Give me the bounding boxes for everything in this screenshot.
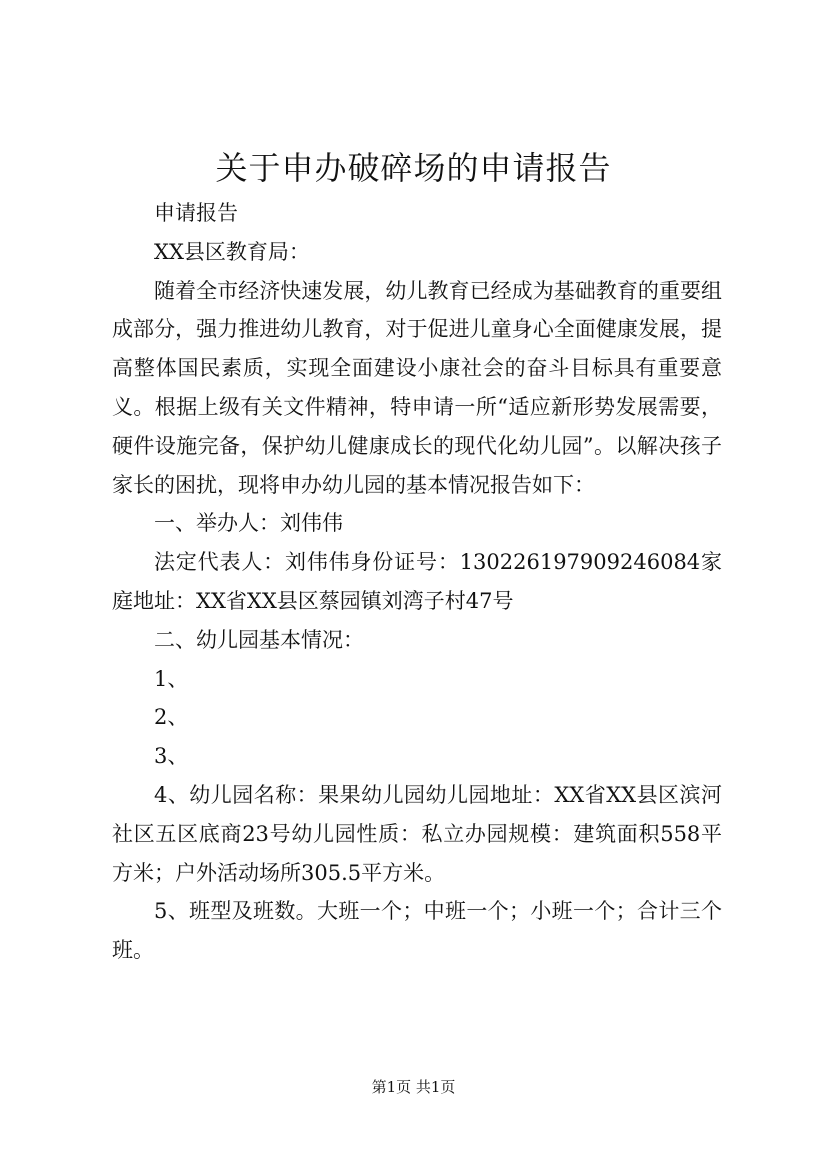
paragraph-item-1: 1、 — [154, 666, 189, 691]
paragraph-basic-info: 二、幼儿园基本情况： — [154, 627, 364, 652]
document-title: 关于申办破碎场的申请报告 — [215, 149, 612, 187]
paragraph-item-2: 2、 — [154, 705, 189, 730]
paragraph-intro: 随着全市经济快速发展，幼儿教育已经成为基础教育的重要组成部分，强力推进幼儿教育，对于促进儿童身心全面健康发展，提高整体国民素质，实现全面建设小康社会的奋斗目标具有重要意义。根据上级有关文件精神，特申请一所“适应新形势发展需要，硬件设施完备，保护幼儿健康成长的现代化幼儿园”。以解决孩子家长的困扰，现将申办幼儿园的基本情况报告如下： — [112, 278, 722, 497]
paragraph-item-5: 5、班型及班数。大班一个；中班一个；小班一个；合计三个班。 — [112, 899, 722, 963]
paragraph-item-3: 3、 — [154, 744, 189, 769]
paragraph-heading: 申请报告 — [154, 201, 238, 225]
paragraph-item-4: 4、幼儿园名称：果果幼儿园幼儿园地址：XX省XX县区滨河社区五区底商23号幼儿园性质：私立办园规模：建筑面积558平方米；户外活动场所305.5平方米。 — [112, 782, 722, 885]
paragraph-addressee: XX县区教育局： — [154, 239, 310, 264]
paragraph-legal-rep: 法定代表人：刘伟伟身份证号：130226197909246084家庭地址：XX省XX县区蔡园镇刘湾子村47号 — [112, 550, 722, 613]
paragraph-organizer: 一、举办人：刘伟伟 — [154, 511, 343, 536]
page-footer: 第1页 共1页 — [371, 1078, 456, 1096]
document-body — [112, 194, 722, 970]
